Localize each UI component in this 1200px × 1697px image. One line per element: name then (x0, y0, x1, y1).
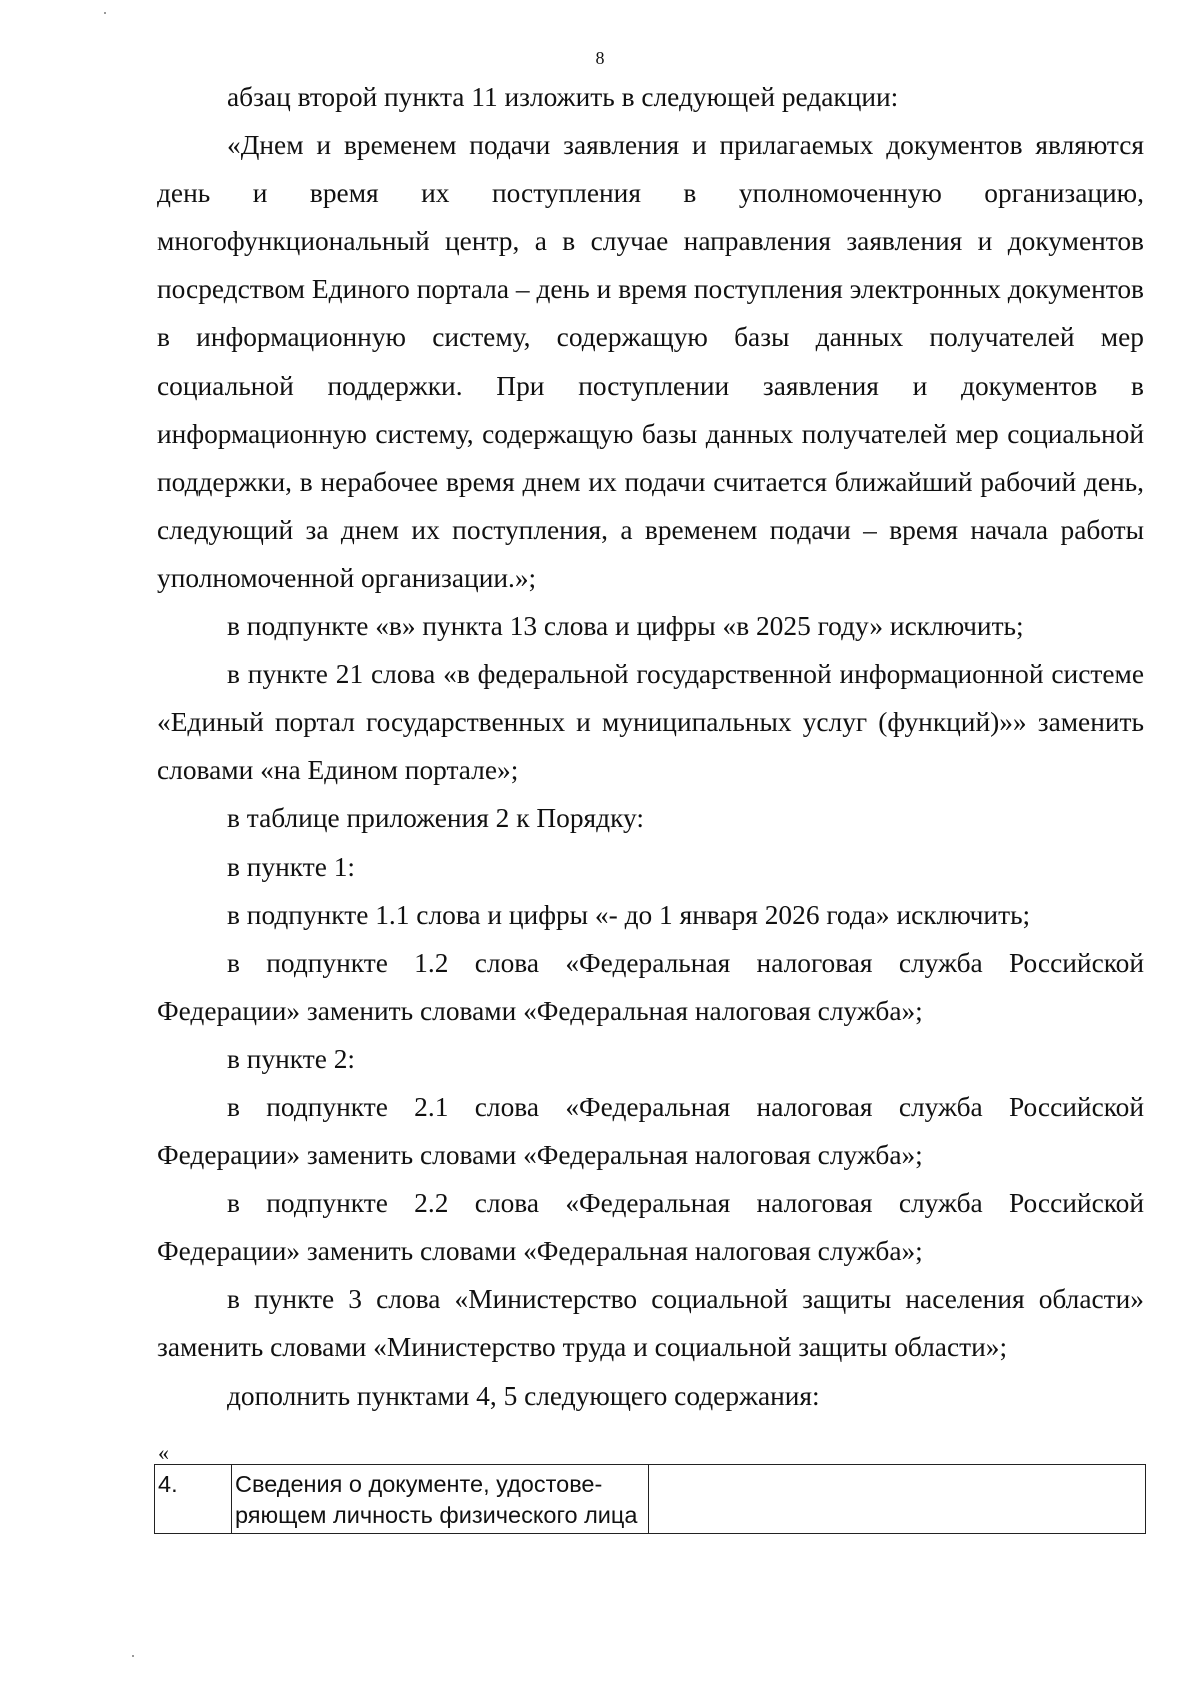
table-row (155, 1465, 1146, 1534)
table-cell-value (649, 1465, 1146, 1534)
scan-speck (132, 1655, 134, 1657)
paragraph: в подпункте 1.2 слова «Федеральная налоговая служба Российской Федерации» заменить словами «Федеральная налоговая служба»; (157, 947, 1144, 1026)
opening-quote-mark: « (158, 1440, 169, 1465)
table-cell-number: 4. (155, 1465, 232, 1534)
paragraph: дополнить пунктами 4, 5 следующего содержания: (227, 1380, 820, 1411)
insert-table (154, 1464, 1146, 1534)
paragraph: в подпункте 2.1 слова «Федеральная налоговая служба Российской Федерации» заменить словами «Федеральная налоговая служба»; (157, 1091, 1144, 1171)
paragraph: в подпункте 1.1 слова и цифры «- до 1 января 2026 года» исключить; (227, 899, 1031, 930)
paragraph: в пункте 2: (227, 1043, 356, 1074)
paragraph: в пункте 21 слова «в федеральной государственной информационной системе «Единый портал государственных и муниципальных услуг (функций)»» заменить словами «на Едином портале»; (157, 659, 1144, 786)
scan-speck (104, 12, 106, 14)
paragraph: в подпункте «в» пункта 13 слова и цифры «в 2025 году» исключить; (227, 611, 1024, 642)
document-body (157, 73, 1144, 1420)
paragraph: в подпункте 2.2 слова «Федеральная налоговая служба Российской Федерации» заменить словами «Федеральная налоговая служба»; (157, 1188, 1144, 1267)
paragraph: в пункте 3 слова «Министерство социальной защиты населения области» заменить словами «Министерство труда и социальной защиты области»; (157, 1284, 1144, 1363)
paragraph: «Днем и временем подачи заявления и прилагаемых документов являются день и время их поступления в уполномоченную организацию, многофункциональный центр, а в случае направления заявления и документов посредством Единого портала – день и время поступления электронных документов в информационную систему, содержащую базы данных получателей мер социальной поддержки. При поступлении заявления и документов в информационную систему, содержащую базы данных получателей мер социальной поддержки, в нерабочее время днем их подачи считается ближайший рабочий день, следующий за днем их поступления, а временем подачи – время начала работы уполномоченной организации.»; (157, 130, 1144, 593)
paragraph: в пункте 1: (227, 851, 356, 882)
paragraph: в таблице приложения 2 к Порядку: (227, 803, 644, 834)
paragraph: абзац второй пункта 11 изложить в следующей редакции: (227, 82, 899, 112)
page-number: 8 (595, 48, 605, 68)
table-cell-description: Сведения о документе, удостоверяющем личность физического лица (232, 1465, 649, 1534)
